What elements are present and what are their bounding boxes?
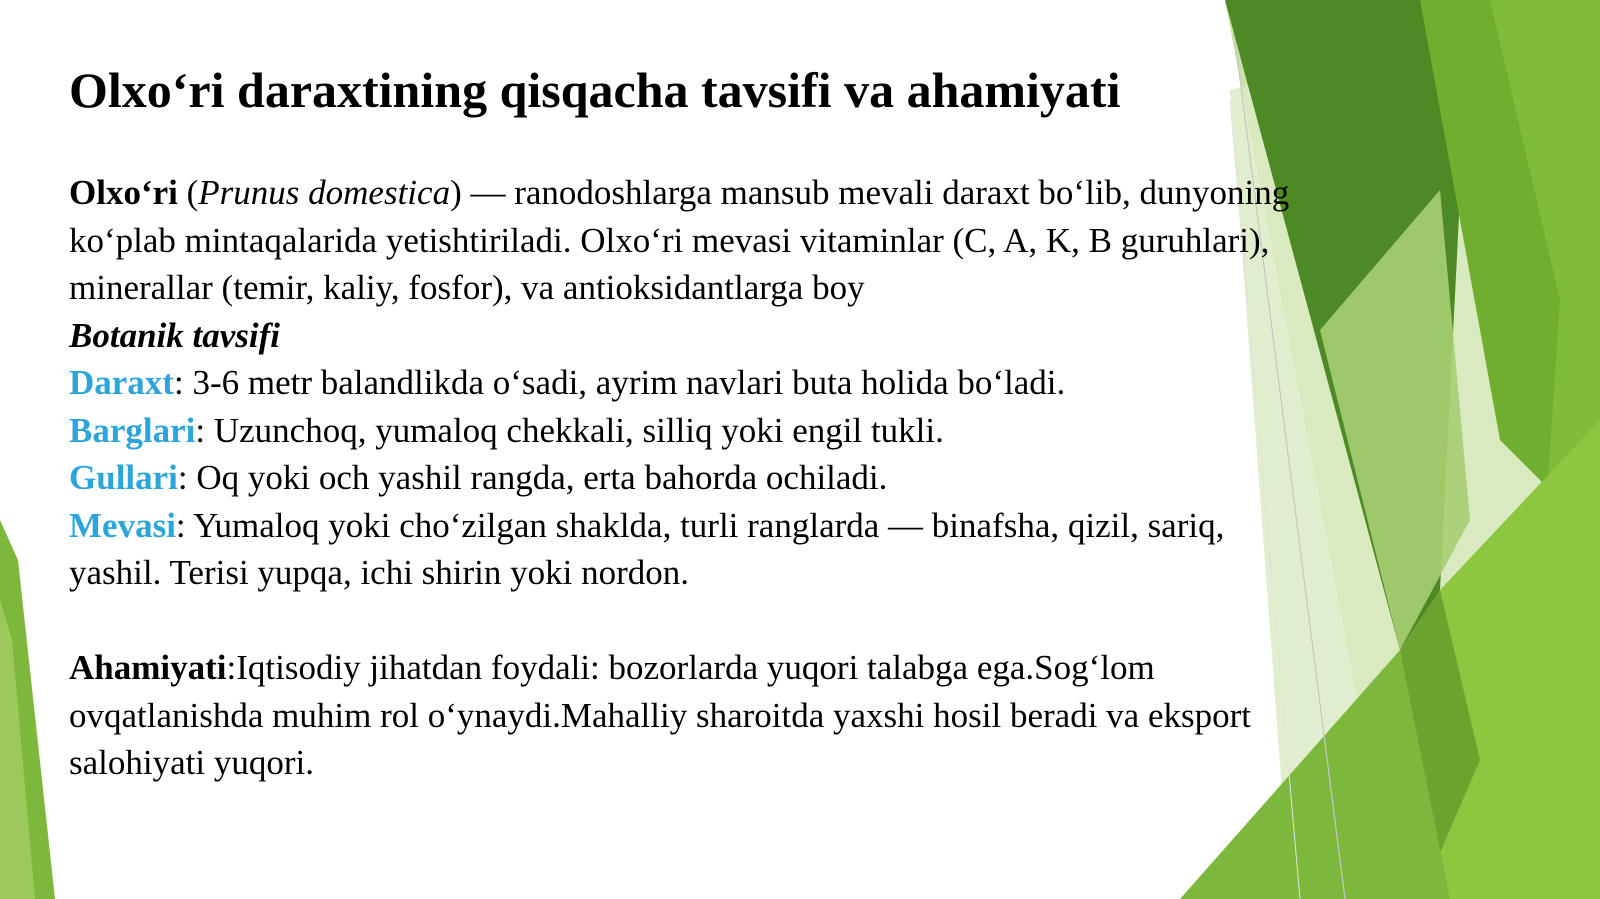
botanic-term: Mevasi bbox=[69, 505, 176, 545]
paragraph-spacer bbox=[69, 597, 1309, 645]
botanic-term: Barglari bbox=[69, 410, 196, 450]
botanic-item-gullari bbox=[69, 454, 1309, 502]
botanic-item-daraxt bbox=[69, 359, 1309, 407]
intro-paragraph bbox=[69, 169, 1309, 312]
botanic-term: Gullari bbox=[69, 458, 178, 497]
botanic-text: : Oq yoki och yashil rangda, erta bahorda ochiladi. bbox=[177, 458, 888, 497]
intro-name: Olxo‘ri bbox=[69, 173, 178, 212]
intro-paren-open: ( bbox=[177, 173, 199, 212]
importance-text: :Iqtisodiy jihatdan foydali: bozorlarda yuqori talabga ega.Sog‘lom ovqatlanishda muhim rol o‘ynaydi.Mahalliy sharoitda yaxshi hosil beradi va eksport salohiyati yuqori. bbox=[69, 648, 1251, 782]
botanic-item-barglari bbox=[69, 407, 1309, 455]
botanic-heading: Botanik tavsifi bbox=[69, 315, 280, 355]
intro-latin-name: Prunus domestica bbox=[198, 173, 451, 212]
botanic-text: : 3-6 metr balandlikda o‘sadi, ayrim navlari buta holida bo‘ladi. bbox=[173, 363, 1066, 402]
botanic-term: Daraxt bbox=[69, 363, 174, 402]
botanic-text: : Uzunchoq, yumaloq chekkali, silliq yoki engil tukli. bbox=[195, 410, 944, 450]
slide-body bbox=[69, 169, 1309, 787]
intro-text: ) — ranodoshlarga mansub mevali daraxt bo‘lib, dunyoning ko‘plab mintaqalarida yetishtiriladi. Olxo‘ri mevasi vitaminlar (C, A, K, B guruhlari), minerallar (temir, kaliy, fosfor), va antioksidantlarga boy bbox=[69, 173, 1290, 307]
botanic-text: : Yumaloq yoki cho‘zilgan shaklda, turli ranglarda — binafsha, qizil, sariq, yashil. Terisi yupqa, ichi shirin yoki nordon. bbox=[69, 505, 1225, 592]
botanic-item-mevasi bbox=[69, 502, 1309, 597]
importance-label: Ahamiyati bbox=[69, 648, 227, 687]
slide-title: Olxo‘ri daraxtining qisqacha tavsifi va ahamiyati bbox=[69, 62, 1121, 118]
importance-paragraph bbox=[69, 644, 1309, 787]
